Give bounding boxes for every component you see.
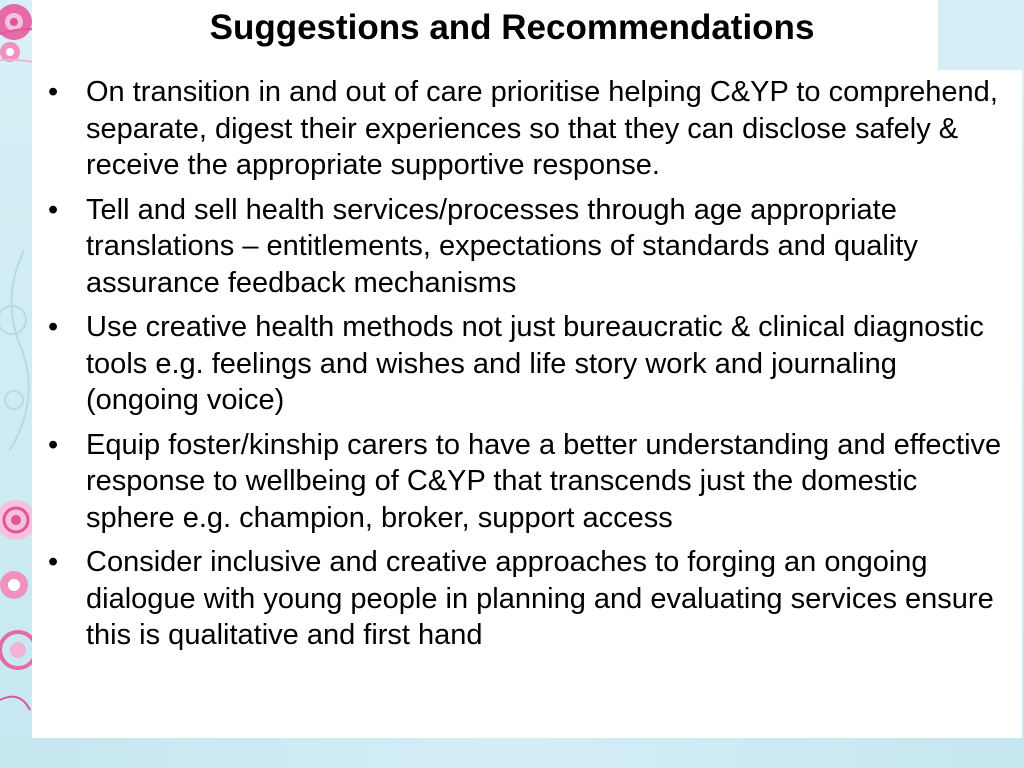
bullet-item bbox=[48, 309, 1013, 419]
bullet-glyph: • bbox=[48, 428, 59, 461]
side-swirls bbox=[0, 250, 29, 450]
bottom-flower-cluster bbox=[0, 500, 36, 710]
bullet-item bbox=[48, 192, 1013, 302]
bullet-text: Equip foster/kinship carers to have a better understanding and effective response to wellbeing of C&YP that transcends just the domestic sphere e.g. champion, broker, support access bbox=[86, 428, 1002, 534]
slide-title: Suggestions and Recommendations bbox=[209, 8, 815, 47]
bullet-text: Consider inclusive and creative approaches to forging an ongoing dialogue with young people in planning and evaluating services ensure this is qualitative and first hand bbox=[86, 546, 994, 651]
bullet-text: On transition in and out of care prioritise helping C&YP to comprehend, separate, digest their experiences so that they can disclose safely & receive the appropriate supportive response. bbox=[86, 76, 998, 181]
bullet-text: Use creative health methods not just bureaucratic & clinical diagnostic tools e.g. feelings and wishes and life story work and journaling (ongoing voice) bbox=[86, 311, 984, 416]
bullet-glyph: • bbox=[48, 193, 59, 226]
bullet-item bbox=[48, 427, 1013, 537]
bullet-text: Tell and sell health services/processes through age appropriate translations – entitlements, expectations of standards and quality assurance feedback mechanisms bbox=[86, 193, 918, 299]
bullet-item bbox=[48, 544, 1013, 654]
bullet-glyph: • bbox=[48, 76, 59, 108]
bottom-band bbox=[0, 738, 1024, 768]
bullet-list bbox=[48, 74, 1013, 662]
bullet-item bbox=[48, 74, 1013, 184]
bullet-glyph: • bbox=[48, 311, 59, 343]
bullet-glyph: • bbox=[48, 546, 59, 578]
